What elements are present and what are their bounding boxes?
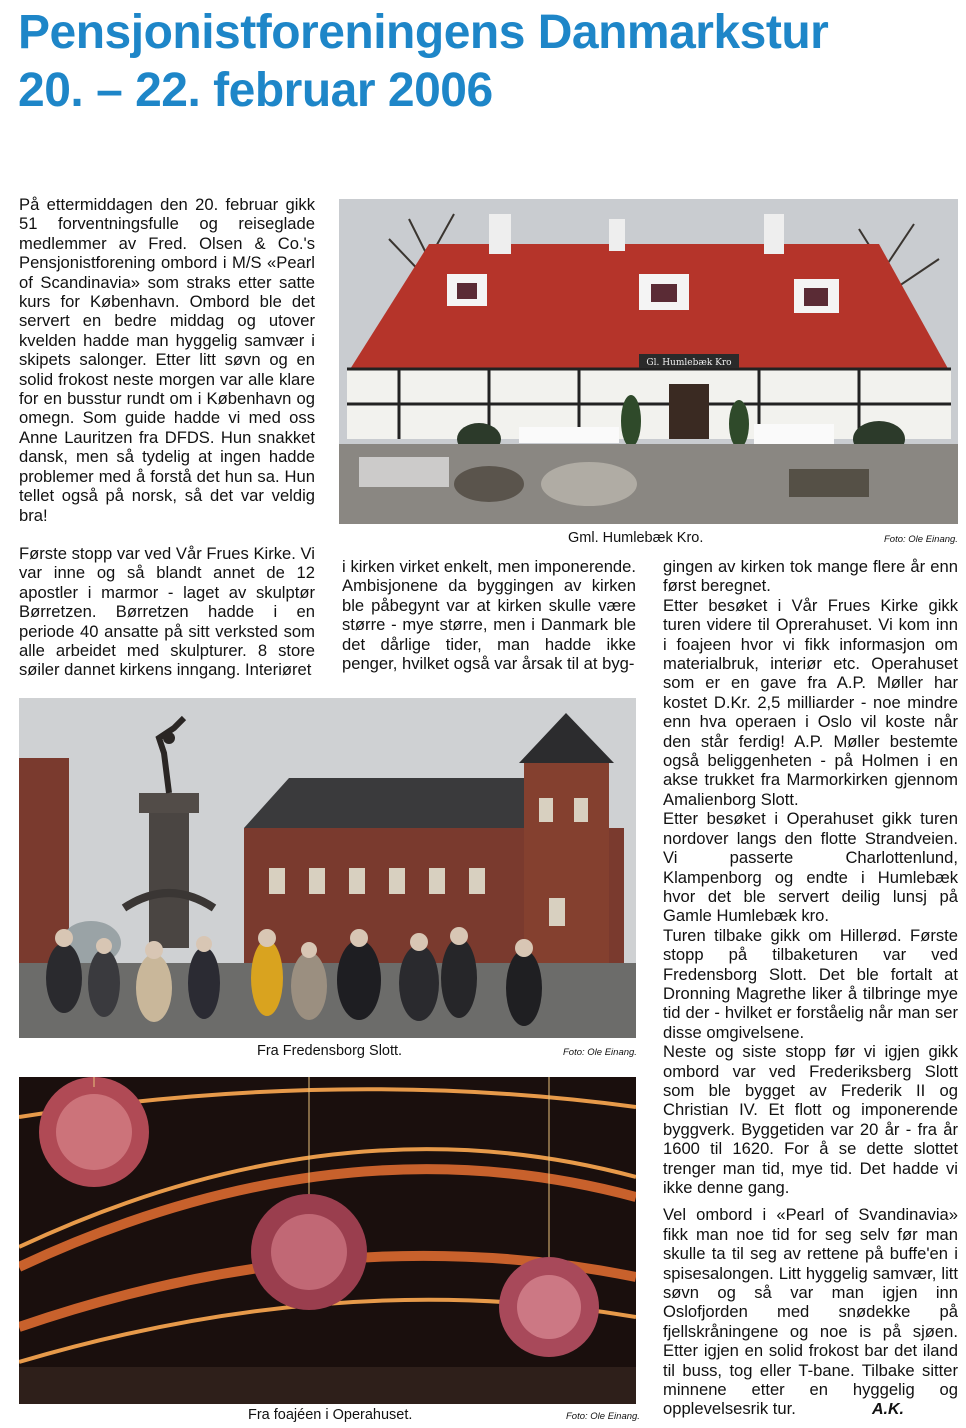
title-line-2: 20. – 22. februar 2006	[18, 64, 493, 117]
paragraph: Turen tilbake gikk om Hillerød. Første stopp på tilbaketuren var ved Fredensborg Slott. Det ble fortalt at Dronning Magrethe liker å tilbringe mye tid der - hvilket er forståelig når man ser disse omgivelsene.	[663, 925, 958, 1042]
caption-humlebaek: Gml. Humlebæk Kro.	[568, 530, 704, 546]
paragraph: Neste og siste stopp før vi igjen gikk ombord var ved Frederiksberg Slott som ble bygget av Frederik II og Christian IV. Et flott og imponerende byggverk. Byggetiden var 20 år - fra år 1600 til 1620. For å se dette slottet trenger man tid, mye tid. Det hadde vi ikke denne gang.	[663, 1042, 958, 1197]
photo-operahuset	[19, 1077, 636, 1404]
paragraph: Etter besøket i Vår Frues Kirke gikk turen videre til Oprerahuset. Vi kom inn i foajeen hvor vi fikk informasjon om materialbruk, interiør etc. Operahuset som er en gave fra A.P. Møller har kostet D.Kr. 2,5 milliarder - noe mindre enn hva operaen i Oslo vil koste når den står ferdig! A.P. Møller bestemte også beliggenheten - på Holmen i en akse trukket fra Marmorkirken gjennom Amalienborg Slott.	[663, 595, 958, 809]
paragraph: Første stopp var ved Vår Frues Kirke. Vi var inne og så blandt annet de 12 apostler i marmor - laget av skulptør Børretzen. Børretzen hadde i en periode 40 ansatte på sitt verksted som alle arbeidet med skulpturer. 8 store søiler dannet kirkens inngang. Interiøret	[19, 543, 315, 680]
title-line-1: Pensjonistforeningens Danmarkstur	[18, 6, 829, 59]
credit-operahuset: Foto: Ole Einang.	[566, 1411, 640, 1422]
article-title	[18, 4, 828, 120]
column-middle	[342, 557, 636, 673]
caption-fredensborg: Fra Fredensborg Slott.	[257, 1043, 403, 1059]
paragraph: Vel ombord i «Pearl of Svandinavia» fikk man noe tid for seg selv før man skulle ta til seg av rettene på buffe'en i spisesalongen. Litt hyggelig samvær, litt søvn og så var man igjen inn Oslofjorden med snødekke på fjellskråningene og noe is på sjøen. Etter igjen en solid frokost bar det iland til buss, tog eller T-bane. Tilbake sitter minnene etter en hyggelig og opplevelsesrik tur.	[663, 1205, 958, 1419]
paragraph: gingen av kirken tok mange flere år enn først beregnet.	[663, 557, 958, 596]
paragraph: i kirken virket enkelt, men imponerende. Ambisjonene da byggingen av kirken ble påbegynt var at kirken skulle være større - mye større, men i Danmark ble det dårlige tider, man hadde ikke penger, hvilket også var årsak til at byg-	[342, 557, 636, 674]
photo-fredensborg-slott	[19, 698, 636, 1038]
credit-fredensborg: Foto: Ole Einang.	[563, 1047, 637, 1058]
credit-humlebaek: Foto: Ole Einang.	[884, 534, 958, 545]
inn-sign-text: Gl. Humlebæk Kro	[646, 358, 732, 368]
caption-operahuset: Fra foajéen i Operahuset.	[248, 1407, 413, 1423]
photo-humlebaek-kro	[339, 199, 958, 524]
column-left	[19, 195, 315, 680]
author-initials: A.K.	[872, 1401, 904, 1418]
column-right	[663, 557, 958, 1419]
paragraph: På ettermiddagen den 20. februar gikk 51 forventningsfulle og reiseglade medlemmer av Fred. Olsen & Co.'s Pensjonistforening ombord i M/S «Pearl of Scandinavia» som straks etter satte kurs for København. Ombord ble det servert en bedre middag og utover kvelden hadde man hyggelig samvær i skipets salonger. Etter litt søvn og en solid frokost neste morgen var alle klare for en busstur rundt om i København og omegn. Som guide hadde vi med oss Anne Lauritzen fra DFDS. Hun snakket dansk, men så tydelig at ingen hadde problemer med å forstå det hun sa. Hun tellet også på norsk, så det var veldig bra!	[19, 195, 315, 525]
paragraph: Etter besøket i Operahuset gikk turen nordover langs den flotte Strandveien. Vi passerte Charlottenlund, Klampenborg og endte i Humlebæk hvor det ble servert deilig lunsj på Gamle Humlebæk kro.	[663, 809, 958, 926]
